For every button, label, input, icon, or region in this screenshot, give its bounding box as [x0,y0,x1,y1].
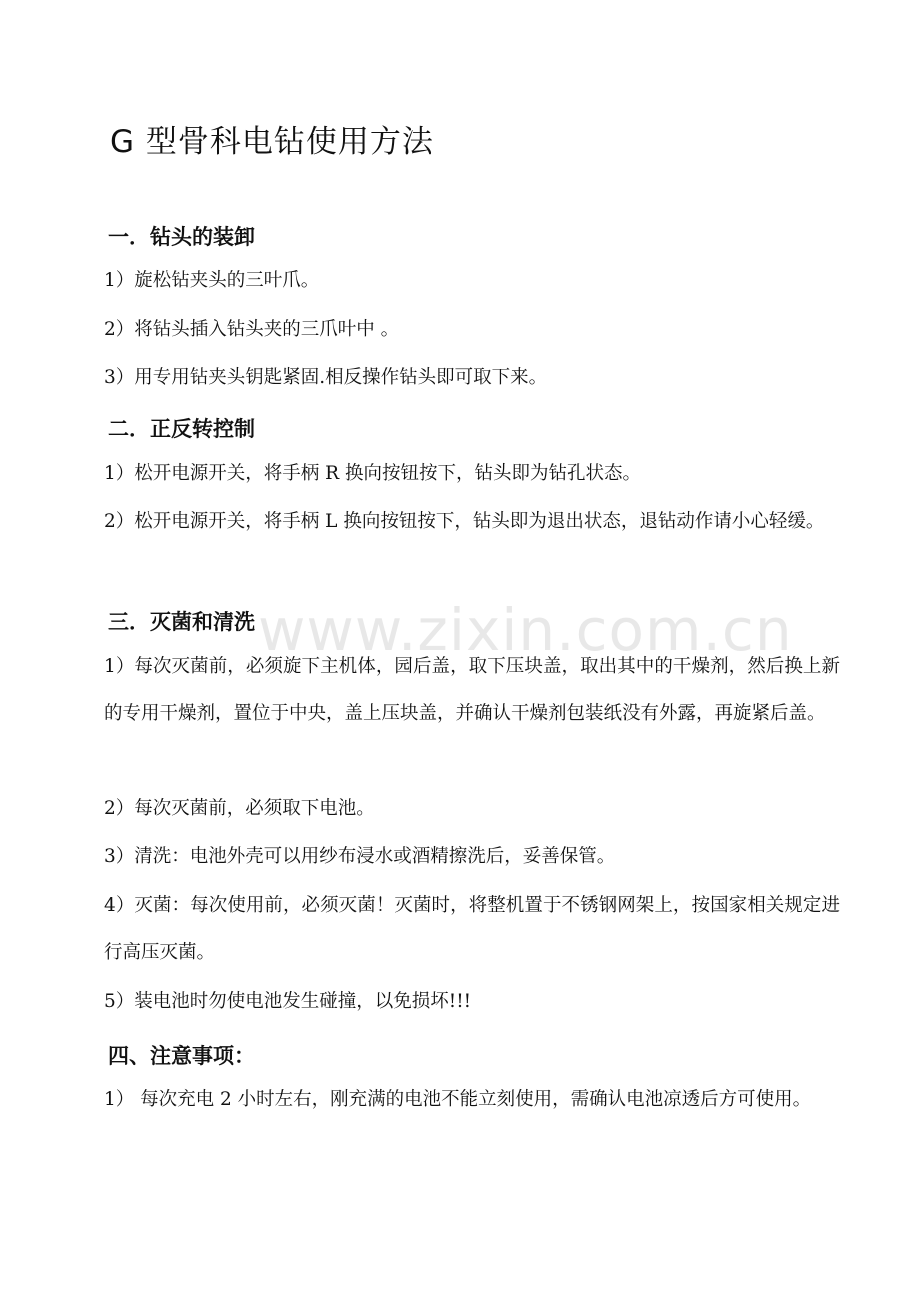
list-item: 1） 每次充电 2 小时左右，刚充满的电池不能立刻使用，需确认电池凉透后方可使用。 [104,1089,812,1110]
list-item: 1）旋松钻夹头的三叶爪。 [104,270,320,291]
section-heading-2: 二．正反转控制 [108,417,255,441]
section-heading-3: 三．灭菌和清洗 [108,610,255,634]
list-item: 5）装电池时勿使电池发生碰撞，以免损坏!!! [104,991,472,1012]
section-heading-4: 四、注意事项： [108,1044,255,1068]
list-item: 1）松开电源开关，将手柄 R 换向按钮按下，钻头即为钻孔状态。 [104,463,641,484]
list-item: 1）每次灭菌前，必须旋下主机体，园后盖，取下压块盖，取出其中的干燥剂，然后换上新的专用干燥剂，置位于中央，盖上压块盖，并确认干燥剂包装纸没有外露，再旋紧后盖。 [104,656,840,724]
list-item: 2）将钻头插入钻头夹的三爪叶中 。 [104,319,400,340]
list-item: 2）松开电源开关，将手柄 L 换向按钮按下，钻头即为退出状态，退钻动作请小心轻缓。 [104,511,825,532]
list-item: 3）用专用钻夹头钥匙紧固.相反操作钻头即可取下来。 [104,367,548,388]
section-heading-1: 一．钻头的装卸 [108,225,255,249]
watermark: www.zixin.com.cn [258,596,793,664]
page-title: G 型骨科电钻使用方法 [110,124,434,160]
list-item: 2）每次灭菌前，必须取下电池。 [104,798,375,819]
list-item: 4）灭菌：每次使用前，必须灭菌！灭菌时，将整机置于不锈钢网架上，按国家相关规定进行高压灭菌。 [104,895,840,963]
list-item: 3）清洗：电池外壳可以用纱布浸水或酒精擦洗后，妥善保管。 [104,846,616,867]
